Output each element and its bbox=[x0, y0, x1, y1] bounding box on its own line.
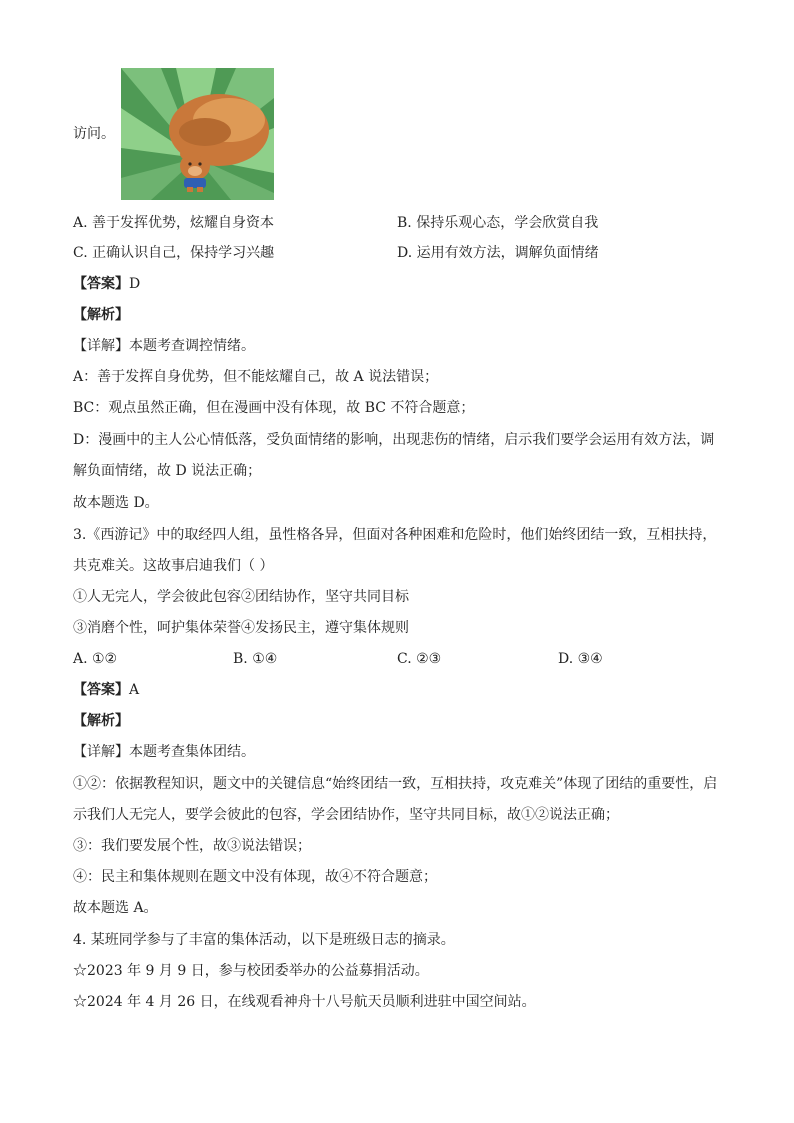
q3-option-b: B. ①④ bbox=[233, 651, 278, 667]
q2-detail: 【详解】本题考查调控情绪。 bbox=[73, 338, 255, 354]
cartoon-illustration bbox=[121, 68, 274, 200]
answer-value: D bbox=[129, 276, 141, 292]
q2-option-d: D. 运用有效方法，调解负面情绪 bbox=[397, 245, 599, 261]
intro-text: 访问。 bbox=[73, 126, 115, 142]
answer-label: 【答案】 bbox=[73, 682, 129, 698]
answer-value: A bbox=[129, 682, 140, 698]
answer-label: 【答案】 bbox=[73, 276, 129, 292]
q2-conclusion: 故本题选 D。 bbox=[73, 495, 159, 511]
q3-option-a: A. ①② bbox=[73, 651, 118, 667]
q2-answer bbox=[73, 274, 140, 294]
q3-explanation-4: ④：民主和集体规则在题文中没有体现，故④不符合题意； bbox=[73, 869, 437, 885]
cartoon-image bbox=[121, 68, 274, 200]
q3-detail: 【详解】本题考查集体团结。 bbox=[73, 744, 255, 760]
q4-stem: 4. 某班同学参与了丰富的集体活动，以下是班级日志的摘录。 bbox=[73, 932, 455, 948]
q3-explanation-3: ③：我们要发展个性，故③说法错误； bbox=[73, 838, 311, 854]
q3-option-c: C. ②③ bbox=[397, 651, 442, 667]
q2-option-b: B. 保持乐观心态，学会欣赏自我 bbox=[397, 215, 599, 231]
q3-analysis-label: 【解析】 bbox=[73, 713, 129, 729]
q2-analysis-label: 【解析】 bbox=[73, 307, 129, 323]
q2-explanation-a: A：善于发挥自身优势，但不能炫耀自己，故 A 说法错误； bbox=[73, 369, 439, 385]
q4-log-2: ☆2024 年 4 月 26 日，在线观看神舟十八号航天员顺利进驻中国空间站。 bbox=[73, 994, 536, 1010]
q2-option-a: A. 善于发挥优势，炫耀自身资本 bbox=[73, 215, 275, 231]
q3-answer bbox=[73, 680, 139, 700]
q3-option-d: D. ③④ bbox=[558, 651, 603, 667]
q3-items-2: ③消磨个性，呵护集体荣誉④发扬民主，遵守集体规则 bbox=[73, 620, 409, 636]
q2-explanation-bc: BC：观点虽然正确，但在漫画中没有体现，故 BC 不符合题意； bbox=[73, 400, 475, 416]
q2-option-c: C. 正确认识自己，保持学习兴趣 bbox=[73, 245, 275, 261]
q4-log-1: ☆2023 年 9 月 9 日，参与校团委举办的公益募捐活动。 bbox=[73, 963, 429, 979]
q3-stem: 3.《西游记》中的取经四人组，虽性格各异，但面对各种困难和危险时，他们始终团结一致，互相扶持，共克难关。这故事启迪我们（ ） bbox=[73, 527, 717, 574]
q3-conclusion: 故本题选 A。 bbox=[73, 900, 158, 916]
q2-explanation-d: D：漫画中的主人公心情低落，受负面情绪的影响，出现悲伤的情绪，启示我们要学会运用有效方法，调解负面情绪，故 D 说法正确； bbox=[73, 432, 715, 479]
q3-explanation-12: ①②：依据教程知识，题文中的关键信息“始终团结一致，互相扶持，攻克难关”体现了团结的重要性，启示我们人无完人，要学会彼此的包容，学会团结协作，坚守共同目标，故①②说法正确； bbox=[73, 776, 718, 823]
q3-items-1: ①人无完人，学会彼此包容②团结协作，坚守共同目标 bbox=[73, 589, 409, 605]
